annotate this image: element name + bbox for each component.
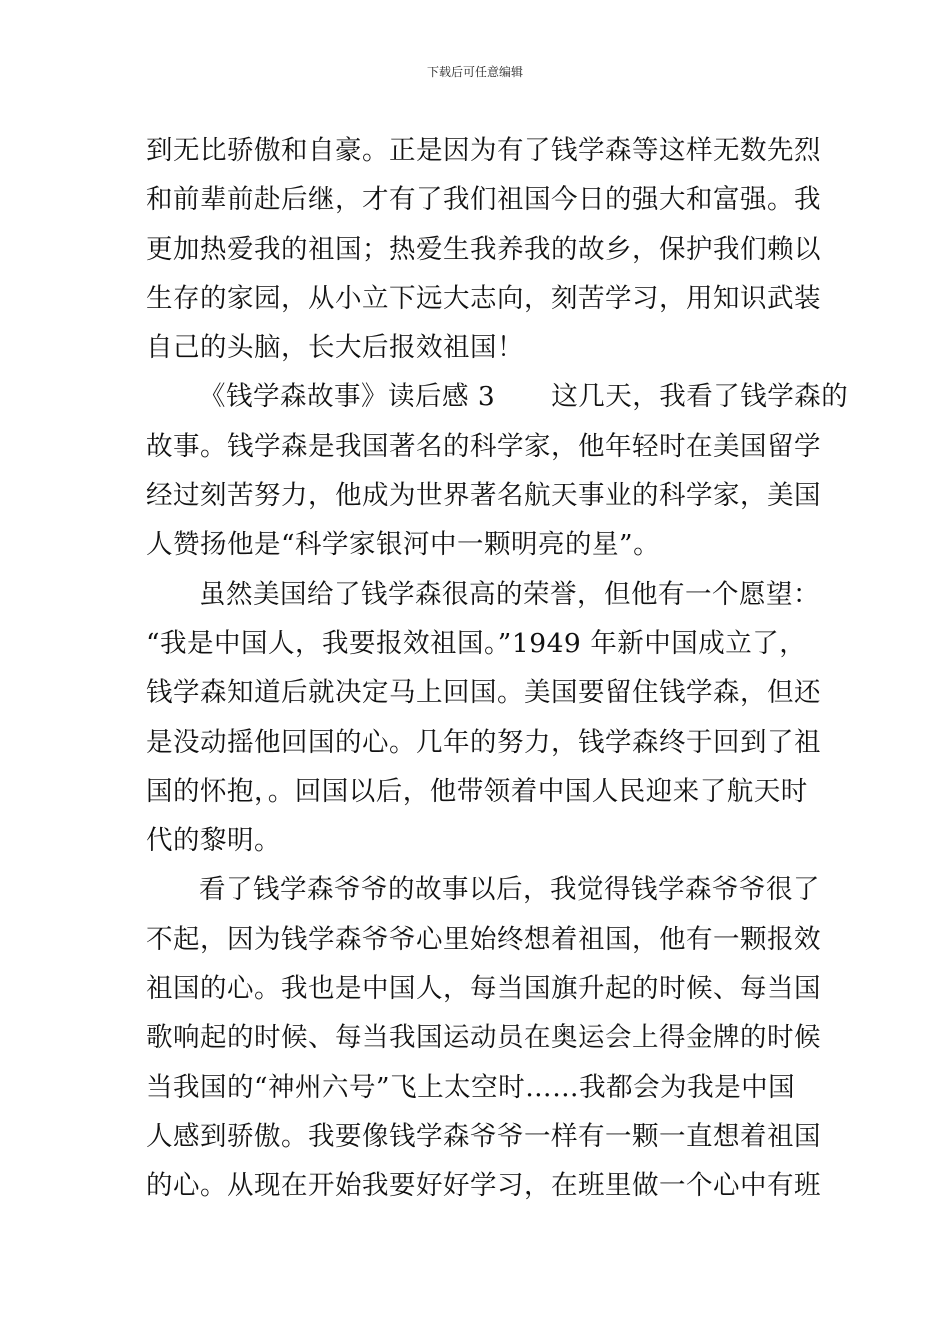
- text-line: 国的怀抱，。回国以后，他带领着中国人民迎来了航天时: [146, 775, 808, 807]
- text-line: 到无比骄傲和自豪。正是因为有了钱学森等这样无数先烈: [146, 135, 821, 166]
- text-line-start: 这几天，我看了钱学森的: [551, 381, 849, 413]
- text-line: “我是中国人，我要报效祖国。”1949 年新中国成立了，: [146, 627, 807, 659]
- text-line: 故事。钱学森是我国著名的科学家，他年轻时在美国留学: [146, 430, 821, 462]
- text-line: 自己的头脑，长大后报效祖国！: [146, 332, 524, 364]
- text-line: 看了钱学森爷爷的故事以后，我觉得钱学森爷爷很了: [199, 874, 820, 906]
- text-line: 人感到骄傲。我要像钱学森爷爷一样有一颗一直想着祖国: [146, 1120, 821, 1152]
- text-line: 祖国的心。我也是中国人，每当国旗升起的时候、每当国: [146, 973, 821, 1005]
- paragraph-2: [146, 372, 849, 569]
- text-line: 的心。从现在开始我要好好学习，在班里做一个心中有班: [146, 1170, 821, 1202]
- section-title: 《钱学森故事》读后感 3: [199, 381, 496, 413]
- text-line: 和前辈前赴后继，才有了我们祖国今日的强大和富强。我: [146, 184, 821, 216]
- page-header: 下载后可任意编辑: [426, 65, 523, 79]
- text-line: 更加热爱我的祖国；热爱生我养我的故乡，保护我们赖以: [146, 233, 821, 265]
- section-title-line: [146, 372, 849, 421]
- text-line: 不起，因为钱学森爷爷心里始终想着祖国，他有一颗报效: [146, 923, 821, 955]
- text-line: 人赞扬他是“科学家银河中一颗明亮的星”。: [146, 529, 661, 561]
- paragraph-4: [146, 865, 821, 1210]
- paragraph-1: [146, 126, 821, 372]
- text-line: 虽然美国给了钱学森很高的荣誉，但他有一个愿望：: [199, 578, 820, 610]
- text-line: 当我国的“神州六号”飞上太空时……我都会为我是中国: [146, 1071, 796, 1103]
- text-line: 经过刻苦努力，他成为世界著名航天事业的科学家，美国: [146, 480, 821, 512]
- text-line: 钱学森知道后就决定马上回国。美国要留住钱学森，但还: [146, 677, 821, 709]
- text-line: 歌响起的时候、每当我国运动员在奥运会上得金牌的时候: [146, 1022, 821, 1054]
- paragraph-3: [146, 570, 821, 866]
- text-line: 代的黎明。: [146, 825, 281, 857]
- text-line: 生存的家园，从小立下远大志向，刻苦学习，用知识武装: [146, 282, 821, 314]
- document-body: [146, 126, 849, 1211]
- text-line: 是没动摇他回国的心。几年的努力，钱学森终于回到了祖: [146, 726, 821, 758]
